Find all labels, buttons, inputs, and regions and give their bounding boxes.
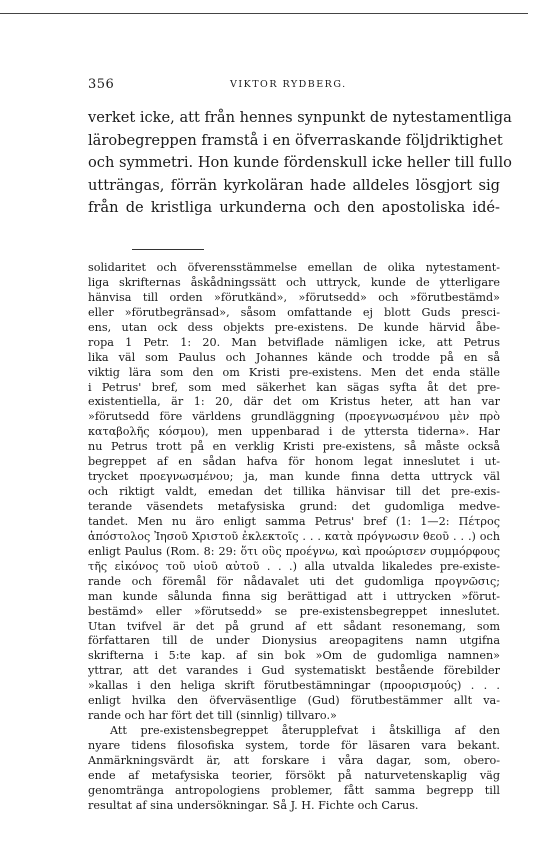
footnote-line: viktig lära som den om Kristi pre-existens. Men det enda ställe [88,365,500,379]
footnote-line: Att pre-existensbegreppet återupplefvat i åtskilliga af den [110,724,500,738]
footnote-line: ende af metafysiska teorier, försökt på naturvetenskaplig väg [88,768,500,782]
footnote-line: τῆς εἰκόνος τοῦ υἱοῦ αὐτοῦ . . .) alla utvalda likaledes pre-existe- [88,559,500,573]
top-rule [0,13,528,14]
footnote-rule [132,249,204,250]
footnote-line: enligt hvilka den öfverväsentlige (Gud) förutbestämmer allt va- [88,694,500,708]
footnote-line: ropa 1 Petr. 1: 20. Man betviflade nämligen icke, att Petrus [88,335,500,349]
main-text-line: och symmetri. Hon kunde fördenskull icke heller till fullo [88,154,512,172]
footnote-line: lika väl som Paulus och Johannes kände och trodde på en så [88,350,500,364]
footnote-line: »kallas i den heliga skrift förutbestämningar (προορισμούς) . . . [88,679,500,693]
running-head: VIKTOR RYDBERG. [230,79,347,90]
footnote-line: skrifterna i 5:te kap. af sin bok »Om de gudomliga namnen» [88,649,500,663]
footnote-line: liga skrifternas åskådningssätt och uttryck, kunde de ytterligare [88,275,500,289]
main-text-line: utträngas, förrän kyrkoläran hade alldeles lösgjort sig [88,176,500,194]
footnote-line: enligt Paulus (Rom. 8: 29: ὅτι οὓς προέγνω, καὶ προώρισεν συμμόρφους [88,544,500,558]
page-number: 356 [88,77,115,92]
footnote-line: Anmärkningsvärdt är, att forskare i våra dagar, som, obero- [88,753,500,767]
footnote-line: Utan tvifvel är det på grund af ett sådant resonemang, som [88,619,500,633]
page-header [88,77,500,95]
footnote-line: resultat af sina undersökningar. Så J. H. Fichte och Carus. [88,798,419,812]
footnote-line: terande väsendets metafysiska grund: det gudomliga medve- [88,500,500,513]
footnote-line: författaren till de under Dionysius areopagitens namn utgifna [88,634,500,648]
footnote-line: i Petrus' bref, som med säkerhet kan sägas syfta åt det pre- [88,380,500,394]
main-text-line: verket icke, att från hennes synpunkt de nytestamentliga [88,109,512,126]
footnote-line: rande och har fört det till (sinnlig) tillvaro.» [88,709,337,723]
main-text [88,107,512,220]
footnote-line: καταβολῆς κόσμου), men uppenbarad i de yttersta tiderna». Har [88,425,500,439]
footnote-line: man kunde sålunda finna sig berättigad att i uttrycken »förut- [88,589,500,603]
footnote-line: eller »förutbegränsad», såsom omfattande ej blott Guds presci- [88,305,500,319]
footnote-line: existentiella, är 1: 20, där det om Kristus heter, att han var [88,395,500,409]
footnote-line: nu Petrus trott på en verklig Kristi pre-existens, så måste också [88,440,500,454]
footnote-line: ἀπόστολος Ἰησοῦ Χριστοῦ ἐκλεκτοῖς . . . κατὰ πρόγνωσιν θεοῦ . . .) och [88,529,500,543]
footnote-line: nyare tidens filosofiska system, torde för läsaren vara bekant. [88,739,500,752]
footnote-line: genomtränga antropologiens problemer, fått samma begrepp till [88,783,500,797]
main-text-line: lärobegreppen framstå i en öfverraskande följdriktighet [88,131,503,149]
footnote-line: och riktigt valdt, emedan det tillika hänvisar till det pre-exis- [88,485,500,499]
footnote-line: hänvisa till orden »förutkänd», »förutsedd» och »förutbestämd» [88,290,500,304]
footnote-line: solidaritet och öfverensstämmelse emellan de olika nytestament- [88,261,500,274]
footnote [88,261,500,814]
main-text-line: från de kristliga urkunderna och den apostoliska idé- [88,199,500,217]
footnote-line: »förutsedd före världens grundläggning (προεγνωσμένου μὲν πρὸ [88,410,500,424]
footnote-line: rande och föremål för nådavalet uti det gudomliga προγνῶσις; [88,574,500,588]
footnote-line: tandet. Men nu äro enligt samma Petrus' bref (1: 1—2: Πέτρος [88,514,500,528]
footnote-line: bestämd» eller »förutsedd» se pre-existensbegreppet inneslutet. [88,604,500,618]
footnote-line: ens, utan ock dess objekts pre-existens. De kunde härvid åbe- [88,320,500,334]
footnote-line: yttrar, att det varandes i Gud systematiskt bestående förebilder [88,664,500,678]
footnote-line: trycket προεγνωσμένου; ja, man kunde finna detta uttryck väl [88,470,500,484]
footnote-line: begreppet af en sådan hafva för honom legat inneslutet i ut- [88,455,500,469]
